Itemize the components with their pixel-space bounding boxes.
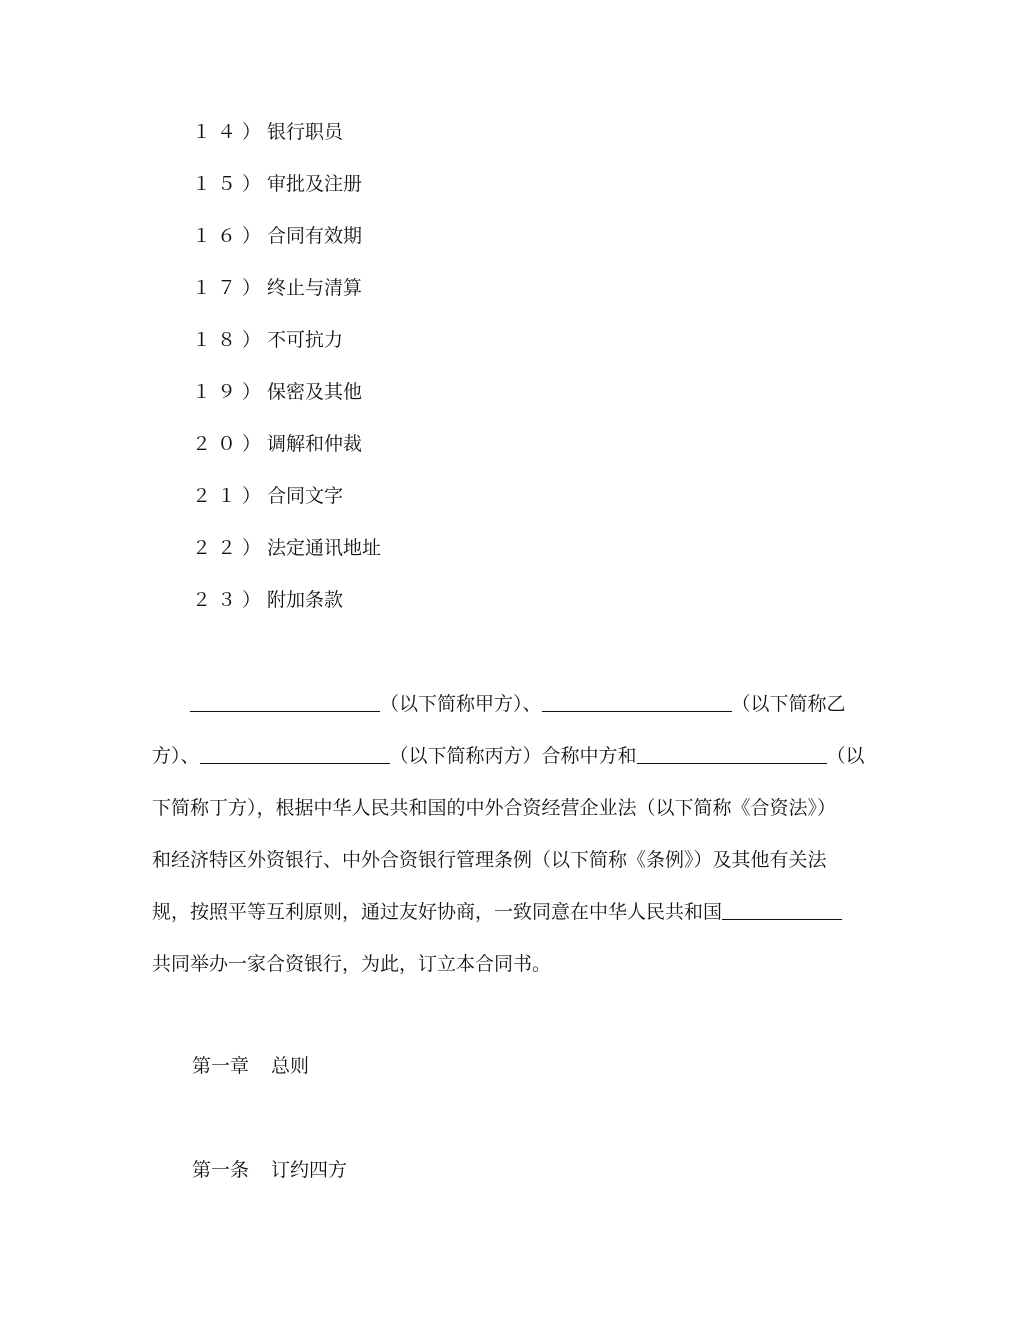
toc-item-number: １８） [192, 329, 268, 351]
chapter-label: 第一章 [192, 1055, 250, 1077]
toc-item-number: １６） [192, 225, 268, 247]
toc-item-number: １７） [192, 277, 268, 299]
toc-item [192, 534, 381, 562]
location-blank[interactable] [722, 899, 842, 920]
toc-item-number: ２２） [192, 537, 268, 559]
preamble-line [190, 690, 846, 718]
chapter-heading [192, 1052, 309, 1080]
toc-item [192, 326, 343, 354]
toc-item-number: ２１） [192, 485, 268, 507]
preamble-text: 共同举办一家合资银行，为此，订立本合同书。 [152, 953, 552, 975]
article-title: 订约四方 [271, 1159, 348, 1181]
preamble-line [152, 742, 865, 770]
preamble-text: （以下简称丙方）合称中方和 [389, 745, 637, 767]
toc-item-number: ２０） [192, 433, 268, 455]
preamble-line [152, 794, 836, 822]
party-d-blank[interactable] [637, 743, 827, 764]
toc-item-title: 合同文字 [267, 485, 344, 507]
toc-item [192, 274, 362, 302]
toc-item [192, 378, 362, 406]
toc-item-title: 银行职员 [267, 121, 344, 143]
toc-item-number: １５） [192, 173, 268, 195]
toc-item-number: １９） [192, 381, 268, 403]
toc-item-title: 审批及注册 [267, 173, 363, 195]
toc-item-title: 终止与清算 [267, 277, 363, 299]
preamble-text: 方）、 [152, 745, 200, 767]
toc-item-number: １４） [192, 121, 268, 143]
toc-item [192, 170, 362, 198]
toc-item-title: 合同有效期 [267, 225, 363, 247]
toc-item [192, 482, 343, 510]
toc-item [192, 222, 362, 250]
party-c-blank[interactable] [200, 743, 390, 764]
preamble-text: （以下简称乙 [731, 693, 846, 715]
preamble-text: （以 [826, 745, 865, 767]
chapter-title: 总则 [271, 1055, 310, 1077]
party-a-blank[interactable] [190, 691, 380, 712]
toc-item-title: 保密及其他 [267, 381, 363, 403]
toc-item-title: 调解和仲裁 [267, 433, 363, 455]
toc-item-title: 法定通讯地址 [267, 537, 382, 559]
preamble-line [152, 898, 842, 926]
preamble-line [152, 950, 551, 978]
preamble-text: 和经济特区外资银行、中外合资银行管理条例（以下简称《条例》）及其他有关法 [152, 849, 827, 871]
party-b-blank[interactable] [542, 691, 732, 712]
toc-item-number: ２３） [192, 589, 268, 611]
article-label: 第一条 [192, 1159, 250, 1181]
preamble-line [152, 846, 827, 874]
article-heading [192, 1156, 347, 1184]
toc-item [192, 118, 343, 146]
toc-item-title: 不可抗力 [267, 329, 344, 351]
preamble-text: （以下简称甲方）、 [380, 693, 542, 715]
toc-item [192, 586, 343, 614]
preamble-text: 下简称丁方），根据中华人民共和国的中外合资经营企业法（以下简称《合资法》） [152, 797, 837, 819]
preamble-text: 规，按照平等互利原则，通过友好协商，一致同意在中华人民共和国 [152, 901, 723, 923]
toc-item [192, 430, 362, 458]
toc-item-title: 附加条款 [267, 589, 344, 611]
